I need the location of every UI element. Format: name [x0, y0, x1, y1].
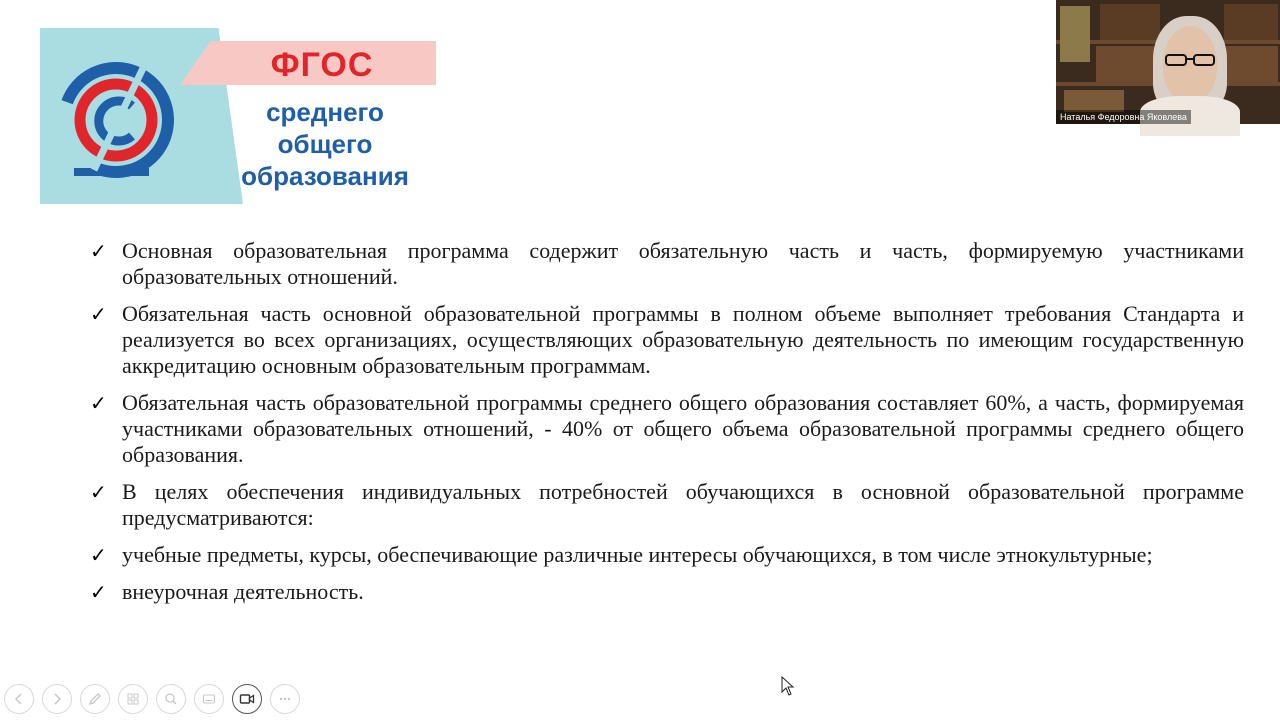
bookshelf	[1224, 4, 1278, 40]
prev-icon[interactable]	[4, 684, 34, 714]
bookshelf	[1226, 46, 1278, 82]
logo-subtitle-line: среднего	[266, 97, 384, 127]
picture-frame	[1060, 6, 1090, 62]
logo-subtitle-line: общего	[277, 129, 373, 159]
participant-name-label: Наталья Федоровна Яковлева	[1056, 110, 1191, 124]
bullet-text: В целях обеспечения индивидуальных потребностей обучающихся в основной образовательной программе предусматриваются:	[122, 479, 1244, 530]
bookshelf	[1064, 90, 1124, 112]
checkmark-icon: ✓	[90, 480, 107, 504]
video-icon[interactable]	[232, 684, 262, 714]
zoom-icon[interactable]	[156, 684, 186, 714]
list-item	[90, 542, 1244, 568]
bullet-text: учебные предметы, курсы, обеспечивающие различные интересы обучающихся, в том числе этнокультурные;	[122, 542, 1153, 567]
list-item	[90, 301, 1244, 379]
checkmark-icon: ✓	[90, 580, 107, 604]
list-item	[90, 579, 1244, 605]
bullet-text: Обязательная часть основной образовательной программы в полном объеме выполняет требования Стандарта и реализуется во всех организациях, осуществляющих образовательную деятельность по имеющим государственную аккредитацию основным образовательным программам.	[122, 301, 1244, 378]
checkmark-icon: ✓	[90, 391, 107, 415]
list-item	[90, 238, 1244, 290]
logo-subtitle-line: образования	[241, 161, 409, 191]
checkmark-icon: ✓	[90, 302, 107, 326]
bullet-text: Основная образовательная программа содержит обязательную часть и часть, формируемую участниками образовательных отношений.	[122, 238, 1244, 289]
fgos-logo	[40, 28, 436, 204]
next-icon[interactable]	[42, 684, 72, 714]
slides-icon[interactable]	[118, 684, 148, 714]
pen-icon[interactable]	[80, 684, 110, 714]
mouse-cursor-icon	[781, 676, 795, 696]
bookshelf	[1100, 4, 1160, 40]
bullet-text: внеурочная деятельность.	[122, 579, 364, 604]
list-item	[90, 479, 1244, 531]
bookshelf	[1096, 46, 1156, 82]
glasses-icon	[1163, 54, 1217, 66]
checkmark-icon: ✓	[90, 543, 107, 567]
more-icon[interactable]	[270, 684, 300, 714]
logo-title: ФГОС	[270, 46, 374, 84]
list-item	[90, 390, 1244, 468]
checkmark-icon: ✓	[90, 239, 107, 263]
bullet-text: Обязательная часть образовательной программы среднего общего образования составляет 60%, а часть, формируемая участниками образовательных отношений, - 40% от общего объема образовательной программы среднего общего образования.	[122, 390, 1244, 467]
fgos-emblem-icon	[54, 52, 184, 192]
logo-subtitle	[210, 96, 440, 192]
subtitles-icon[interactable]	[194, 684, 224, 714]
slide-bullet-list	[90, 238, 1244, 616]
